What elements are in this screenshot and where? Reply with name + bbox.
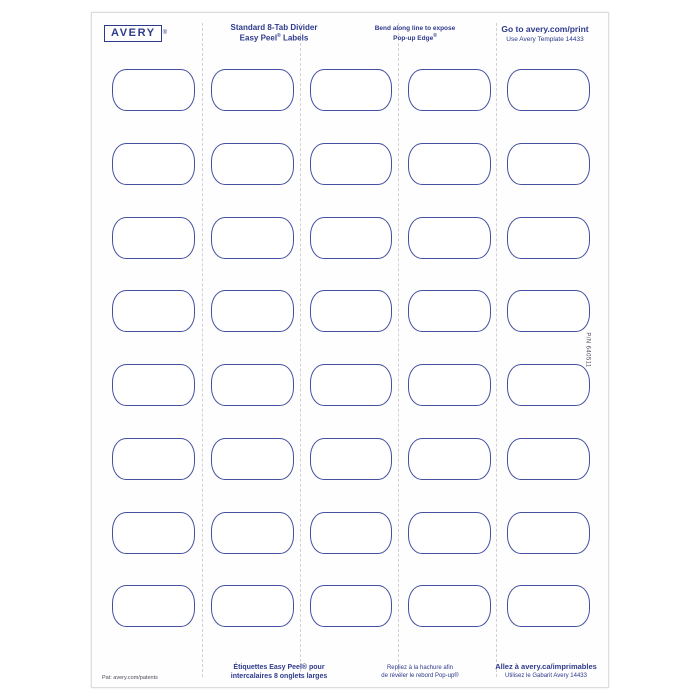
divider-tab-label[interactable] (211, 69, 294, 111)
label-cell (205, 573, 300, 643)
label-cell (106, 278, 201, 348)
label-cell (402, 205, 497, 275)
divider-tab-label[interactable] (408, 585, 491, 627)
divider-tab-label[interactable] (507, 512, 590, 554)
label-cell (501, 131, 596, 201)
divider-tab-label[interactable] (507, 438, 590, 480)
registered-mark-icon: ® (277, 33, 281, 39)
label-cell (304, 500, 399, 570)
label-cell (304, 352, 399, 422)
divider-tab-label[interactable] (507, 585, 590, 627)
label-cell (304, 278, 399, 348)
label-cell (106, 426, 201, 496)
divider-tab-label[interactable] (408, 438, 491, 480)
header-product-name-line1: Standard 8-Tab Divider (230, 23, 318, 32)
label-cell (402, 426, 497, 496)
divider-tab-label[interactable] (211, 143, 294, 185)
divider-tab-label[interactable] (507, 217, 590, 259)
divider-tab-label[interactable] (310, 143, 393, 185)
divider-tab-label[interactable] (408, 512, 491, 554)
footer-print-url-fr (490, 662, 602, 681)
label-cell (106, 205, 201, 275)
header-bend-instruction-line1: Bend along line to expose (374, 25, 456, 32)
label-cell (402, 573, 497, 643)
divider-tab-label[interactable] (408, 364, 491, 406)
label-cell (304, 57, 399, 127)
header-bend-instruction-line2: Pop-up Edge® (393, 33, 437, 43)
divider-tab-label[interactable] (507, 290, 590, 332)
divider-tab-label[interactable] (408, 143, 491, 185)
sheet-header (92, 13, 608, 53)
label-cell (402, 500, 497, 570)
label-cell (501, 278, 596, 348)
divider-tab-label[interactable] (310, 438, 393, 480)
footer-product-name-fr-line2: intercalaires 8 onglets larges (230, 672, 328, 680)
divider-tab-label[interactable] (408, 69, 491, 111)
divider-tab-label[interactable] (310, 364, 393, 406)
label-cell (106, 352, 201, 422)
label-cell (304, 131, 399, 201)
label-sheet (91, 12, 609, 688)
label-cell (501, 352, 596, 422)
label-grid (106, 57, 596, 643)
divider-tab-label[interactable] (211, 438, 294, 480)
footer-product-name-fr-line1: Étiquettes Easy Peel® pour (233, 663, 325, 671)
divider-tab-label[interactable] (211, 290, 294, 332)
header-template-number: Use Avery Template 14433 (506, 35, 584, 43)
divider-tab-label[interactable] (112, 364, 195, 406)
footer-product-name-fr (212, 663, 346, 681)
header-product-name-line2: Easy Peel® Labels (239, 33, 309, 43)
divider-tab-label[interactable] (507, 69, 590, 111)
label-cell (402, 131, 497, 201)
divider-tab-label[interactable] (211, 364, 294, 406)
divider-tab-label[interactable] (112, 217, 195, 259)
header-print-url-line1: Go to avery.com/print (501, 24, 589, 34)
divider-tab-label[interactable] (112, 69, 195, 111)
divider-tab-label[interactable] (310, 217, 393, 259)
label-cell (205, 278, 300, 348)
label-cell (106, 500, 201, 570)
footer-bend-instruction-fr (362, 665, 478, 681)
divider-tab-label[interactable] (211, 217, 294, 259)
label-cell (205, 57, 300, 127)
label-cell (205, 205, 300, 275)
divider-tab-label[interactable] (507, 143, 590, 185)
footer-patents: Pat: avery.com/patents (102, 674, 158, 681)
label-cell (402, 57, 497, 127)
label-cell (205, 426, 300, 496)
footer-bend-instruction-fr-line2: de révéler le rebord Pop-up® (381, 673, 459, 680)
divider-tab-label[interactable] (112, 143, 195, 185)
sheet-footer (92, 653, 608, 687)
divider-tab-label[interactable] (310, 290, 393, 332)
label-cell (304, 205, 399, 275)
divider-tab-label[interactable] (408, 217, 491, 259)
divider-tab-label[interactable] (310, 585, 393, 627)
header-product-name (212, 23, 336, 44)
label-cell (304, 426, 399, 496)
divider-tab-label[interactable] (112, 290, 195, 332)
label-cell (205, 352, 300, 422)
footer-template-number-fr: Utilisez le Gabarit Avery 14433 (505, 673, 587, 680)
divider-tab-label[interactable] (507, 364, 590, 406)
divider-tab-label[interactable] (211, 585, 294, 627)
part-number: P/N 640511 (584, 332, 591, 368)
divider-tab-label[interactable] (408, 290, 491, 332)
footer-bend-instruction-fr-line1: Repliez à la hachure afin (386, 665, 454, 672)
divider-tab-label[interactable] (310, 69, 393, 111)
header-bend-instruction (360, 25, 470, 43)
label-cell (501, 573, 596, 643)
avery-logo (104, 22, 178, 44)
avery-logo-text: AVERY (104, 25, 162, 42)
header-print-url (490, 24, 600, 44)
registered-mark-icon: ® (433, 33, 437, 40)
label-cell (106, 573, 201, 643)
label-cell (501, 500, 596, 570)
divider-tab-label[interactable] (112, 512, 195, 554)
divider-tab-label[interactable] (310, 512, 393, 554)
label-cell (205, 500, 300, 570)
label-cell (402, 352, 497, 422)
divider-tab-label[interactable] (112, 585, 195, 627)
divider-tab-label[interactable] (211, 512, 294, 554)
label-cell (402, 278, 497, 348)
registered-mark-icon: ® (162, 30, 168, 36)
label-cell (501, 426, 596, 496)
footer-print-url-fr-line1: Allez à avery.ca/imprimables (495, 662, 597, 672)
label-cell (501, 205, 596, 275)
label-cell (106, 57, 201, 127)
label-cell (205, 131, 300, 201)
label-cell (501, 57, 596, 127)
divider-tab-label[interactable] (112, 438, 195, 480)
label-cell (106, 131, 201, 201)
label-cell (304, 573, 399, 643)
